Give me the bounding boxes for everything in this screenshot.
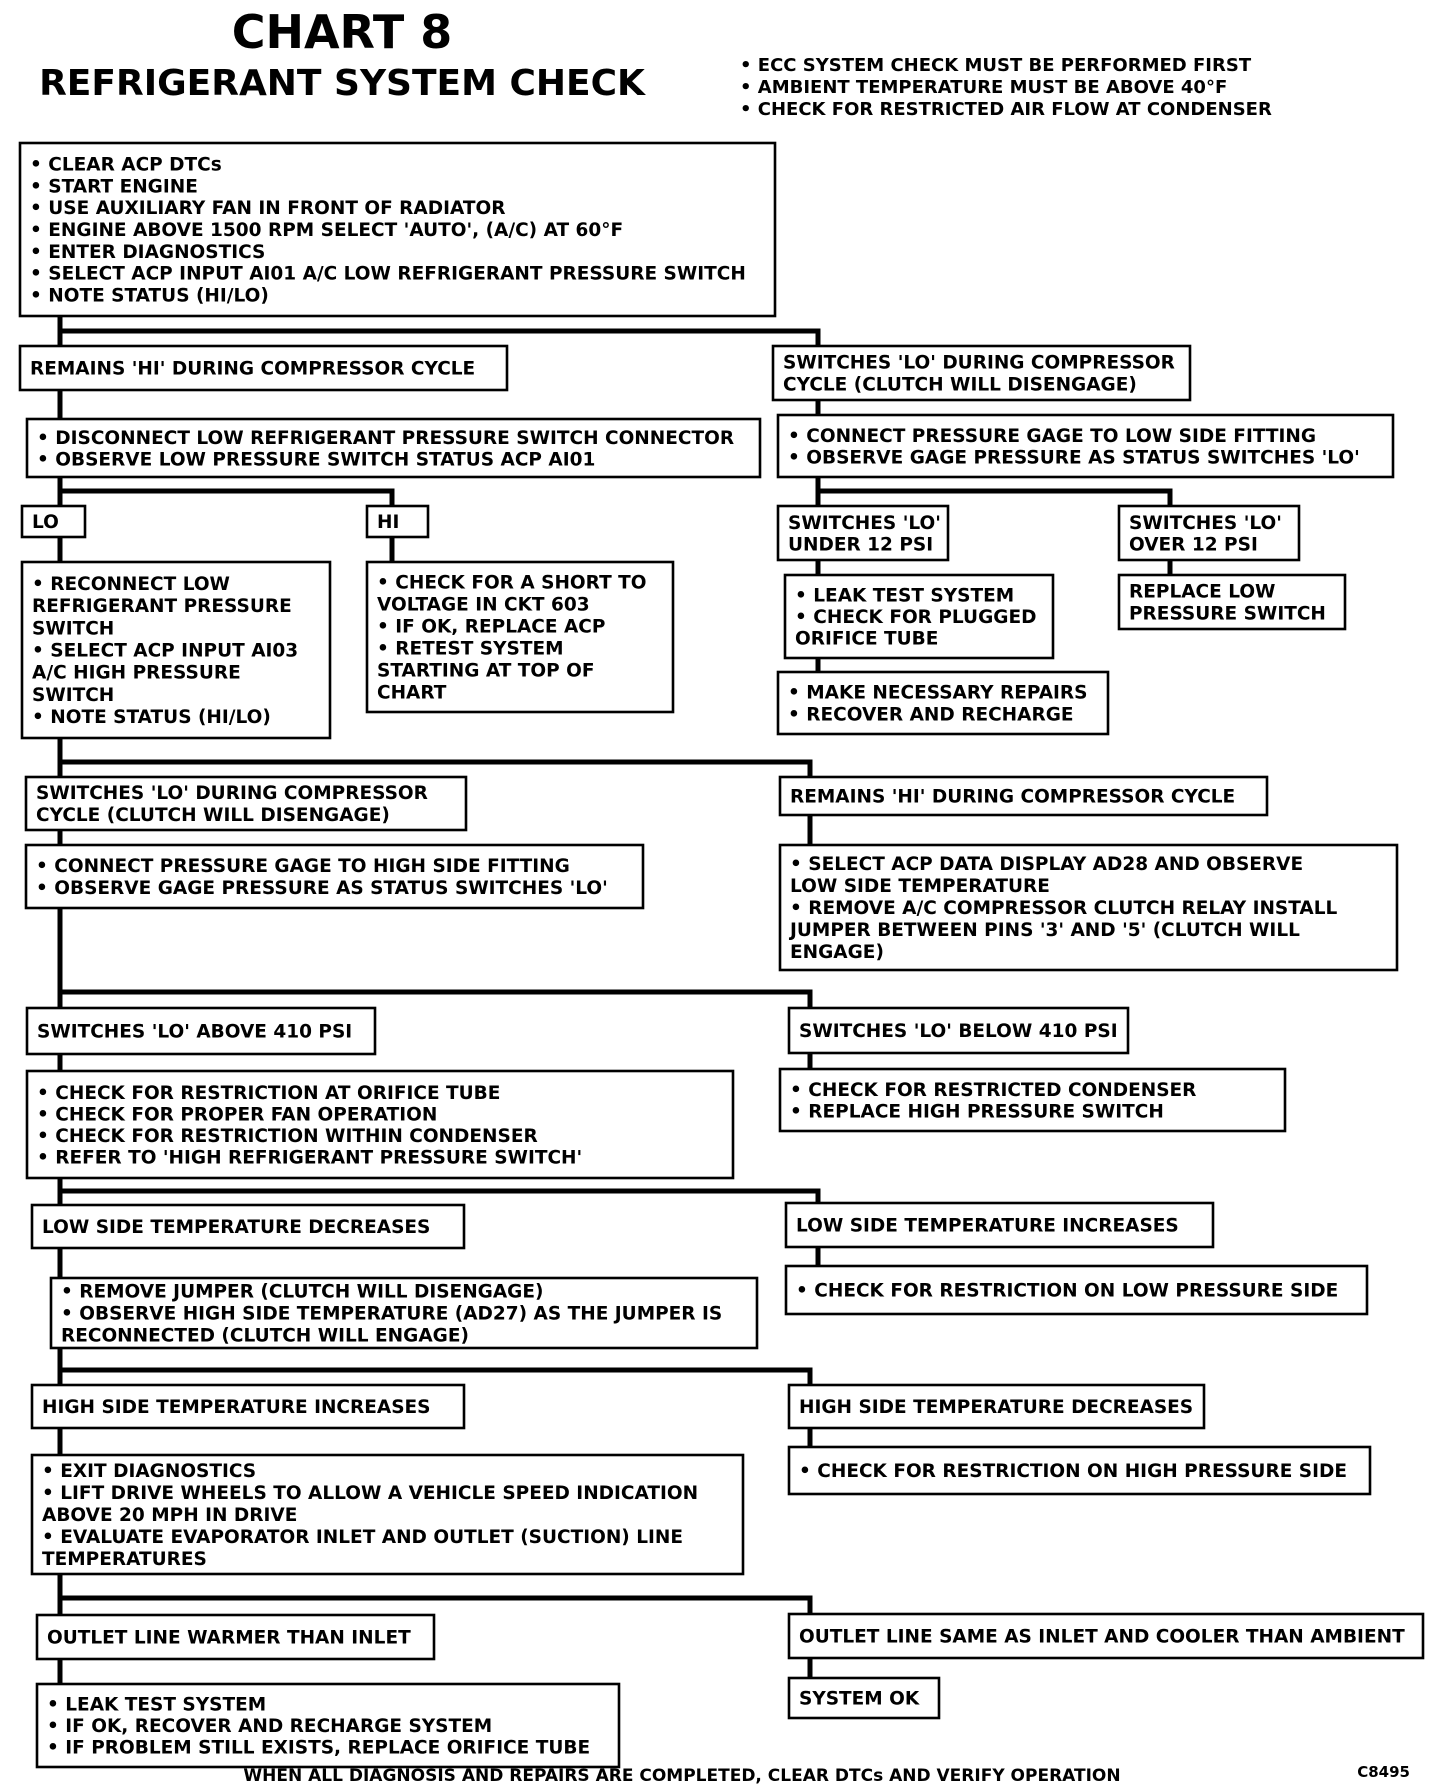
box-remains-hi-2 bbox=[780, 777, 1267, 815]
box-text-line: SWITCH bbox=[32, 684, 115, 706]
box-reconnect bbox=[22, 562, 330, 738]
box-text-line: • OBSERVE GAGE PRESSURE AS STATUS SWITCHES 'LO' bbox=[36, 878, 608, 899]
box-lo-under-12 bbox=[778, 506, 948, 560]
box-text-line: • IF OK, REPLACE ACP bbox=[377, 616, 606, 638]
box-text-line: • EXIT DIAGNOSTICS bbox=[42, 1461, 257, 1482]
box-outlet-warmer bbox=[37, 1615, 434, 1659]
box-text-line: REMAINS 'HI' DURING COMPRESSOR CYCLE bbox=[30, 358, 476, 380]
box-system-ok bbox=[789, 1678, 939, 1718]
box-restricted-condenser bbox=[780, 1069, 1285, 1131]
box-text-line: • REMOVE JUMPER (CLUTCH WILL DISENGAGE) bbox=[61, 1281, 544, 1303]
box-text-line: OUTLET LINE WARMER THAN INLET bbox=[47, 1627, 411, 1649]
box-high-temp-dec bbox=[789, 1385, 1204, 1428]
box-text-line: STARTING AT TOP OF bbox=[377, 660, 595, 682]
box-high-temp-inc bbox=[32, 1385, 464, 1428]
box-text-line: ORIFICE TUBE bbox=[795, 628, 939, 650]
box-text-line: • MAKE NECESSARY REPAIRS bbox=[788, 682, 1088, 704]
precondition-note-3: • CHECK FOR RESTRICTED AIR FLOW AT CONDENSER bbox=[740, 99, 1272, 120]
box-text-line: LOW SIDE TEMPERATURE bbox=[790, 876, 1050, 897]
box-outlet-same bbox=[789, 1614, 1423, 1658]
box-text-line: SWITCHES 'LO' DURING COMPRESSOR bbox=[36, 783, 428, 804]
box-text-line: • USE AUXILIARY FAN IN FRONT OF RADIATOR bbox=[30, 198, 506, 220]
box-text-line: • CHECK FOR A SHORT TO bbox=[377, 572, 647, 594]
box-text-line: ABOVE 20 MPH IN DRIVE bbox=[42, 1505, 298, 1526]
box-text-line: • LEAK TEST SYSTEM bbox=[795, 585, 1015, 607]
box-text-line: REMAINS 'HI' DURING COMPRESSOR CYCLE bbox=[790, 786, 1236, 808]
box-text-line: OVER 12 PSI bbox=[1129, 534, 1258, 556]
box-text-line: • OBSERVE GAGE PRESSURE AS STATUS SWITCHES 'LO' bbox=[788, 447, 1360, 469]
box-text-line: • CONNECT PRESSURE GAGE TO LOW SIDE FITTING bbox=[788, 425, 1317, 447]
box-text-line: • RETEST SYSTEM bbox=[377, 638, 564, 660]
box-text-line: • ENTER DIAGNOSTICS bbox=[30, 241, 266, 263]
box-text-line: PRESSURE SWITCH bbox=[1129, 603, 1326, 625]
box-text-line: • REFER TO 'HIGH REFRIGERANT PRESSURE SWITCH' bbox=[37, 1147, 583, 1169]
box-text-line: CHART bbox=[377, 682, 447, 704]
precondition-note-1: • ECC SYSTEM CHECK MUST BE PERFORMED FIRST bbox=[740, 55, 1252, 76]
box-text-line: LOW SIDE TEMPERATURE DECREASES bbox=[42, 1217, 431, 1238]
box-lo bbox=[22, 506, 85, 537]
box-text-line: SWITCHES 'LO' DURING COMPRESSOR bbox=[783, 352, 1175, 374]
box-remove-jumper bbox=[51, 1278, 757, 1348]
box-text-line: UNDER 12 PSI bbox=[788, 534, 934, 556]
box-text-line: • SELECT ACP INPUT AI01 A/C LOW REFRIGERANT PRESSURE SWITCH bbox=[30, 263, 746, 285]
box-connect-low bbox=[778, 415, 1393, 477]
box-text-line: SWITCH bbox=[32, 618, 115, 640]
box-text-line: HIGH SIDE TEMPERATURE DECREASES bbox=[799, 1397, 1194, 1418]
box-text-line: • CHECK FOR RESTRICTION ON HIGH PRESSURE SIDE bbox=[799, 1461, 1347, 1482]
box-text-line: • SELECT ACP DATA DISPLAY AD28 AND OBSERVE bbox=[790, 854, 1304, 875]
box-text-line: • IF OK, RECOVER AND RECHARGE SYSTEM bbox=[47, 1716, 493, 1737]
box-lo-over-12 bbox=[1119, 506, 1299, 560]
box-text-line: • DISCONNECT LOW REFRIGERANT PRESSURE SWITCH CONNECTOR bbox=[37, 427, 735, 449]
box-text-line: SWITCHES 'LO' bbox=[1129, 512, 1282, 534]
box-restriction-high bbox=[789, 1447, 1370, 1494]
box-text-line: • CHECK FOR PROPER FAN OPERATION bbox=[37, 1104, 438, 1126]
precondition-note-2: • AMBIENT TEMPERATURE MUST BE ABOVE 40°F bbox=[740, 77, 1228, 98]
box-text-line: • OBSERVE LOW PRESSURE SWITCH STATUS ACP AI01 bbox=[37, 449, 596, 471]
box-switches-lo-2 bbox=[26, 777, 466, 830]
box-text-line: OUTLET LINE SAME AS INLET AND COOLER THAN AMBIENT bbox=[799, 1626, 1405, 1648]
box-text-line: • REMOVE A/C COMPRESSOR CLUTCH RELAY INSTALL bbox=[790, 898, 1338, 919]
figure-code: C8495 bbox=[1357, 1763, 1410, 1781]
box-text-line: • NOTE STATUS (HI/LO) bbox=[30, 285, 269, 307]
box-text-line: JUMPER BETWEEN PINS '3' AND '5' (CLUTCH WILL bbox=[790, 920, 1300, 941]
box-select-ad28 bbox=[780, 845, 1397, 970]
box-text-line: • CHECK FOR RESTRICTION WITHIN CONDENSER bbox=[37, 1125, 538, 1147]
box-leak-test-1 bbox=[785, 575, 1053, 658]
box-text-line: SWITCHES 'LO' ABOVE 410 PSI bbox=[37, 1021, 353, 1043]
box-text-line: VOLTAGE IN CKT 603 bbox=[377, 594, 590, 616]
chart-subtitle: REFRIGERANT SYSTEM CHECK bbox=[39, 63, 645, 104]
box-text-line: ENGAGE) bbox=[790, 942, 884, 963]
box-text-line: • CHECK FOR RESTRICTION AT ORIFICE TUBE bbox=[37, 1082, 501, 1104]
box-restriction-orifice bbox=[27, 1071, 733, 1178]
box-text-line: • CHECK FOR PLUGGED bbox=[795, 607, 1037, 628]
box-text-line: A/C HIGH PRESSURE bbox=[32, 662, 241, 684]
box-start bbox=[20, 143, 775, 316]
box-remains-hi-1 bbox=[20, 346, 507, 390]
box-short bbox=[367, 562, 673, 712]
box-text-line: LOW SIDE TEMPERATURE INCREASES bbox=[796, 1215, 1179, 1237]
box-text-line: • REPLACE HIGH PRESSURE SWITCH bbox=[790, 1101, 1164, 1123]
box-text-line: LO bbox=[32, 512, 59, 533]
box-text-line: • RECOVER AND RECHARGE bbox=[788, 704, 1074, 726]
box-text-line: • CLEAR ACP DTCs bbox=[30, 154, 222, 176]
box-hi bbox=[367, 506, 428, 537]
box-text-line: REFRIGERANT PRESSURE bbox=[32, 596, 292, 618]
box-exit-diag bbox=[32, 1455, 743, 1574]
box-disconnect bbox=[27, 419, 760, 477]
box-text-line: CYCLE (CLUTCH WILL DISENGAGE) bbox=[36, 805, 390, 826]
box-replace-low bbox=[1119, 575, 1345, 629]
box-text-line: SWITCHES 'LO' bbox=[788, 512, 941, 534]
box-text-line: RECONNECTED (CLUTCH WILL ENGAGE) bbox=[61, 1325, 469, 1347]
chart-title: CHART 8 bbox=[231, 5, 453, 59]
box-text-line: • RECONNECT LOW bbox=[32, 573, 230, 595]
box-text-line: HI bbox=[377, 512, 400, 533]
box-restriction-low bbox=[786, 1266, 1367, 1314]
box-switches-lo-1 bbox=[773, 346, 1190, 400]
box-text-line: CYCLE (CLUTCH WILL DISENGAGE) bbox=[783, 374, 1137, 396]
box-below-410 bbox=[789, 1008, 1128, 1053]
box-text-line: • SELECT ACP INPUT AI03 bbox=[32, 640, 299, 662]
box-text-line: • CHECK FOR RESTRICTED CONDENSER bbox=[790, 1079, 1197, 1101]
box-make-repairs bbox=[778, 672, 1108, 734]
box-text-line: • LEAK TEST SYSTEM bbox=[47, 1694, 267, 1716]
box-above-410 bbox=[27, 1008, 375, 1054]
box-low-temp-dec bbox=[32, 1205, 464, 1248]
box-text-line: • NOTE STATUS (HI/LO) bbox=[32, 707, 271, 729]
box-connect-high bbox=[26, 845, 643, 908]
box-text-line: REPLACE LOW bbox=[1129, 581, 1276, 603]
box-text-line: HIGH SIDE TEMPERATURE INCREASES bbox=[42, 1397, 431, 1418]
box-text-line: TEMPERATURES bbox=[42, 1549, 207, 1570]
box-text-line: • OBSERVE HIGH SIDE TEMPERATURE (AD27) AS THE JUMPER IS bbox=[61, 1303, 723, 1325]
box-text-line: • START ENGINE bbox=[30, 176, 198, 198]
box-text-line: SYSTEM OK bbox=[799, 1688, 920, 1710]
box-text-line: • IF PROBLEM STILL EXISTS, REPLACE ORIFICE TUBE bbox=[47, 1737, 591, 1759]
box-text-line: • LIFT DRIVE WHEELS TO ALLOW A VEHICLE SPEED INDICATION bbox=[42, 1483, 699, 1504]
footer-note: WHEN ALL DIAGNOSIS AND REPAIRS ARE COMPLETED, CLEAR DTCs AND VERIFY OPERATION bbox=[243, 1766, 1121, 1786]
box-text-line: • CONNECT PRESSURE GAGE TO HIGH SIDE FITTING bbox=[36, 856, 570, 877]
box-low-temp-inc bbox=[786, 1203, 1213, 1247]
box-text-line: • ENGINE ABOVE 1500 RPM SELECT 'AUTO', (A/C) AT 60°F bbox=[30, 220, 624, 241]
box-leak-test-2 bbox=[37, 1684, 619, 1767]
box-text-line: SWITCHES 'LO' BELOW 410 PSI bbox=[799, 1021, 1118, 1042]
box-text-line: • CHECK FOR RESTRICTION ON LOW PRESSURE SIDE bbox=[796, 1280, 1339, 1302]
box-text-line: • EVALUATE EVAPORATOR INLET AND OUTLET (SUCTION) LINE bbox=[42, 1527, 683, 1548]
